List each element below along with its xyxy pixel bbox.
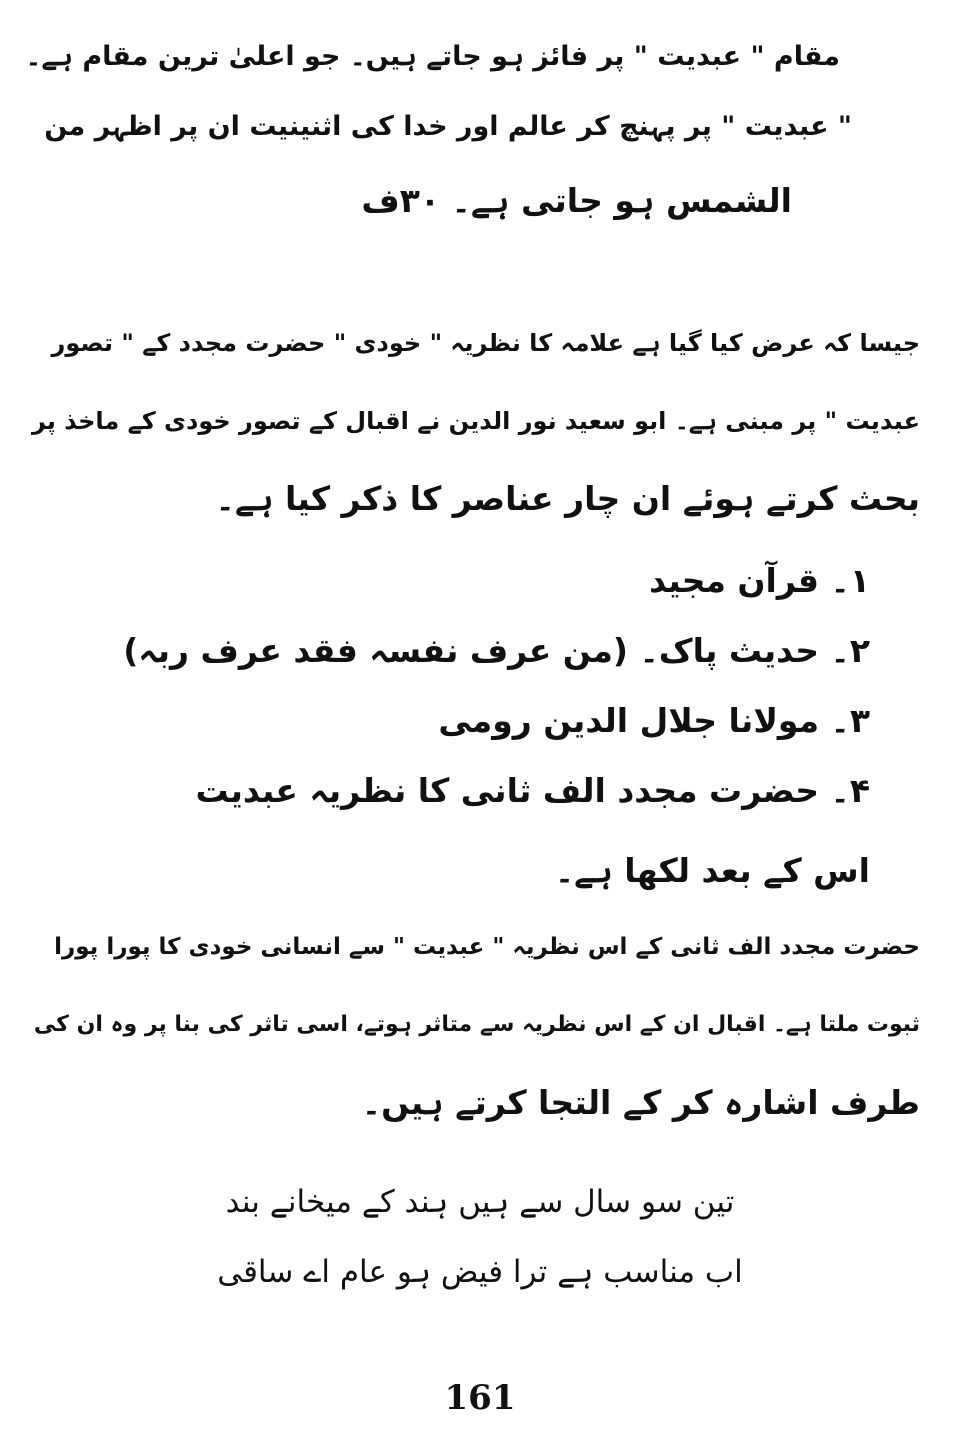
verse-line-1: تین سو سال سے ہیں ہند کے میخانے بند <box>225 1184 735 1220</box>
list-item-2: ۲۔ حدیث پاک۔ (من عرف نفسہ فقد عرف ربہ) <box>123 631 870 670</box>
after-list-line: اس کے بعد لکھا ہے۔ <box>554 851 870 890</box>
quote-line-1: مقام " عبدیت " پر فائز ہو جاتے ہیں۔ جو اعلیٰ ترین مقام ہے۔ <box>25 41 840 72</box>
paragraph1-line-2: عبدیت " پر مبنی ہے۔ ابو سعید نور الدین نے اقبال کے تصور خودی کے ماخذ پر <box>31 407 920 435</box>
quote-line-2: " عبدیت " پر پہنچ کر عالم اور خدا کی اثنینیت ان پر اظہر من <box>44 111 852 142</box>
list-item-1: ۱۔ قرآن مجید <box>649 561 870 600</box>
verse-line-2: اب مناسب ہے ترا فیض ہو عام اے ساقی <box>217 1254 743 1290</box>
list-item-4: ۴۔ حضرت مجدد الف ثانی کا نظریہ عبدیت <box>195 771 870 810</box>
page-number: 161 <box>444 1378 516 1418</box>
paragraph1-line-3: بحث کرتے ہوئے ان چار عناصر کا ذکر کیا ہے۔ <box>215 479 920 518</box>
list-item-3: ۳۔ مولانا جلال الدین رومی <box>438 701 870 740</box>
paragraph1-line-1: جیسا کہ عرض کیا گیا ہے علامہ کا نظریہ " خودی " حضرت مجدد کے " تصور <box>51 329 920 357</box>
paragraph2-line-3: طرف اشارہ کر کے التجا کرتے ہیں۔ <box>361 1083 920 1122</box>
quote-line-3: الشمس ہو جاتی ہے۔ ۳۰ف <box>361 181 792 220</box>
paragraph2-line-1: حضرت مجدد الف ثانی کے اس نظریہ " عبدیت " سے انسانی خودی کا پورا پورا <box>54 934 920 960</box>
paragraph2-line-2: ثبوت ملتا ہے۔ اقبال ان کے اس نظریہ سے متاثر ہوتے، اسی تاثر کی بنا پر وہ ان کی <box>33 1012 920 1037</box>
